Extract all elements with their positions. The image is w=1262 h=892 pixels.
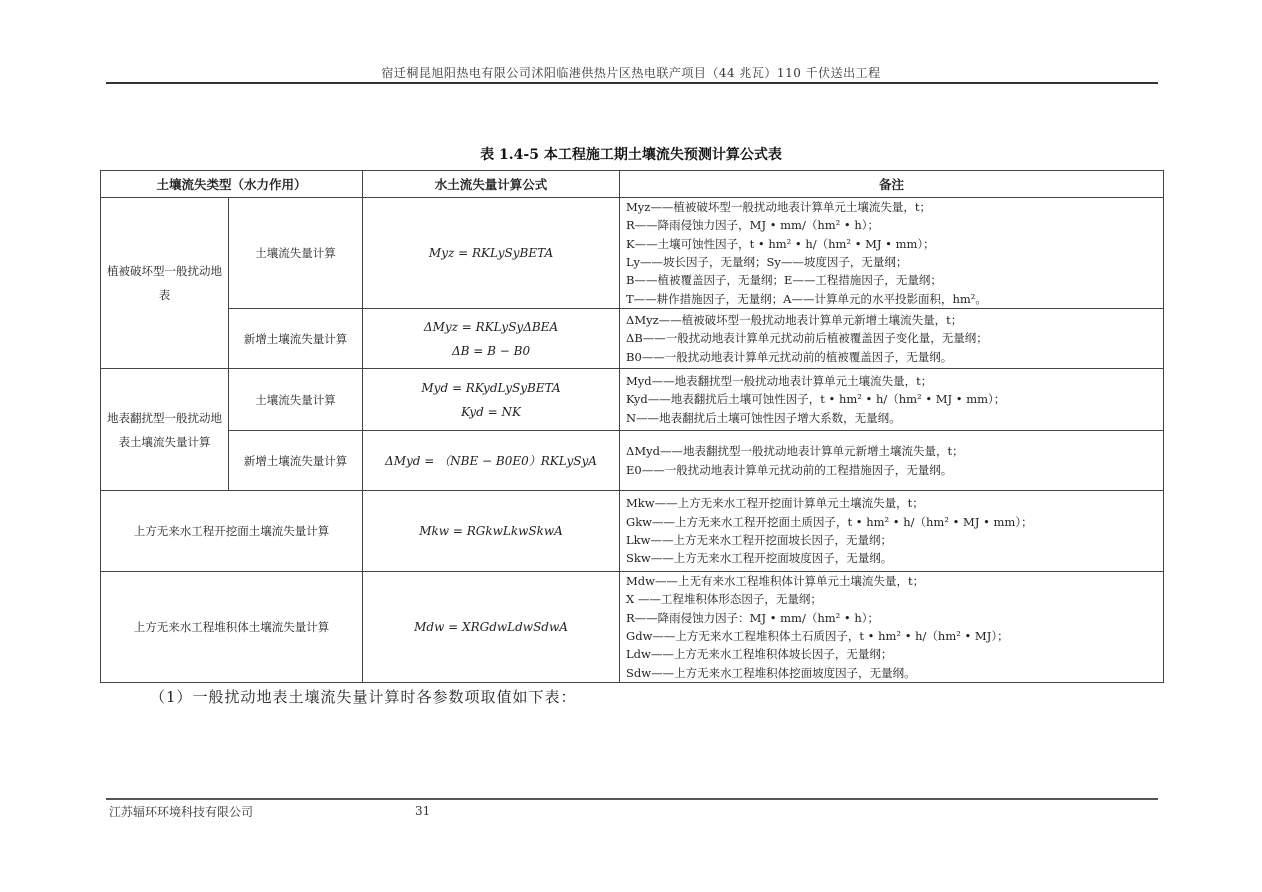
- note-line: R——降雨侵蚀力因子，MJ • mm/（hm² • h）；: [626, 218, 880, 233]
- table-row: [101, 198, 1164, 309]
- formula-line: ΔMyz = RKLySyΔBEA: [423, 319, 559, 334]
- note-line: N——地表翻扰后土壤可蚀性因子增大系数，无量纲。: [626, 410, 901, 425]
- note-line: Mkw——上方无来水工程开挖面计算单元土壤流失量，t；: [626, 496, 924, 511]
- note-line: K——土壤可蚀性因子，t • hm² • h/（hm² • MJ • mm）；: [626, 236, 935, 251]
- formula-cell: [363, 309, 620, 369]
- table-header-row: [101, 171, 1164, 198]
- note-line: ΔMyd——地表翻扰型一般扰动地表计算单元新增土壤流失量，t；: [626, 444, 964, 459]
- formula-line: ΔMyd = （NBE − B0E0）RKLySyA: [385, 453, 597, 468]
- table-row: [101, 491, 1164, 572]
- note-line: Skw——上方无来水工程开挖面坡度因子，无量纲。: [626, 551, 893, 566]
- page-number: 31: [415, 804, 431, 818]
- table-row: [101, 369, 1164, 431]
- notes-cell: [620, 369, 1164, 431]
- note-line: Sdw——上方无来水工程堆积体挖面坡度因子，无量纲。: [626, 665, 916, 680]
- group-type-cell: 植被破坏型一般扰动地表: [101, 198, 229, 369]
- notes-cell: [620, 572, 1164, 683]
- table-row: [101, 431, 1164, 491]
- header-rule: [106, 82, 1158, 84]
- column-header-type: 土壤流失类型（水力作用）: [101, 171, 363, 198]
- table-row: [101, 309, 1164, 369]
- note-line: Myd——地表翻扰型一般扰动地表计算单元土壤流失量，t；: [626, 374, 933, 389]
- note-line: Mdw——上无有来水工程堆积体计算单元土壤流失量，t；: [626, 574, 925, 589]
- note-line: Myz——植被破坏型一般扰动地表计算单元土壤流失量，t；: [626, 200, 931, 215]
- column-header-formula: 水土流失量计算公式: [363, 171, 620, 198]
- group-type-cell: 上方无来水工程堆积体土壤流失量计算: [101, 572, 363, 683]
- note-line: ΔMyz——植被破坏型一般扰动地表计算单元新增土壤流失量，t；: [626, 313, 963, 328]
- note-line: Gdw——上方无来水工程堆积体土石质因子，t • hm² • h/（hm² • MJ）；: [626, 629, 1009, 643]
- subtype-cell: 新增土壤流失量计算: [229, 431, 363, 491]
- note-line: B0——一般扰动地表计算单元扰动前的植被覆盖因子，无量纲。: [626, 349, 953, 364]
- note-line: X ——工程堆积体形态因子，无量纲；: [626, 592, 822, 607]
- note-line: E0——一般扰动地表计算单元扰动前的工程措施因子，无量纲。: [626, 462, 953, 477]
- column-header-notes: 备注: [620, 171, 1164, 198]
- formula-line: Kyd = NK: [461, 404, 521, 419]
- note-line: Ly——坡长因子，无量纲；Sy——坡度因子，无量纲；: [626, 255, 908, 269]
- note-line: Lkw——上方无来水工程开挖面坡长因子，无量纲；: [626, 533, 892, 547]
- formula-line: Mdw = XRGdwLdwSdwA: [414, 620, 568, 634]
- group-type-cell: 上方无来水工程开挖面土壤流失量计算: [101, 491, 363, 572]
- subtype-cell: 土壤流失量计算: [229, 369, 363, 431]
- notes-cell: [620, 431, 1164, 491]
- formula-line: Mkw = RGkwLkwSkwA: [419, 524, 563, 538]
- formula-line: ΔB = B − B0: [451, 343, 531, 358]
- footer-rule: [106, 798, 1158, 800]
- group-type-cell: 地表翻扰型一般扰动地表土壤流失量计算: [101, 369, 229, 491]
- table-row: [101, 572, 1164, 683]
- notes-cell: [620, 198, 1164, 309]
- note-line: Ldw——上方无来水工程堆积体坡长因子，无量纲；: [626, 647, 893, 662]
- note-line: ΔB——一般扰动地表计算单元扰动前后植被覆盖因子变化量，无量纲；: [626, 331, 988, 346]
- formula-table: [100, 170, 1164, 683]
- note-line: B——植被覆盖因子，无量纲；E——工程措施因子，无量纲；: [626, 273, 942, 288]
- subtype-cell: 新增土壤流失量计算: [229, 309, 363, 369]
- note-line: R——降雨侵蚀力因子：MJ • mm/（hm² • h）；: [626, 610, 880, 625]
- formula-line: Myz = RKLySyBETA: [428, 246, 554, 260]
- document-header: 宿迁桐昆旭阳热电有限公司沭阳临港供热片区热电联产项目（44 兆瓦）110 千伏送出工程: [381, 66, 881, 80]
- formula-cell: [363, 369, 620, 431]
- note-line: Kyd——地表翻扰后土壤可蚀性因子，t • hm² • h/（hm² • MJ • mm）；: [626, 392, 1006, 407]
- notes-cell: [620, 491, 1164, 572]
- formula-cell: [363, 431, 620, 491]
- table-title: 表 1.4-5 本工程施工期土壤流失预测计算公式表: [480, 147, 782, 163]
- footer-company: 江苏辐环环境科技有限公司: [109, 805, 254, 819]
- formula-cell: [363, 491, 620, 572]
- formula-line: Myd = RKydLySyBETA: [421, 380, 561, 395]
- subtype-cell: 土壤流失量计算: [229, 198, 363, 309]
- note-line: Gkw——上方无来水工程开挖面土质因子，t • hm² • h/（hm² • MJ • mm）；: [626, 514, 1033, 529]
- note-line: T——耕作措施因子，无量纲；A——计算单元的水平投影面积，hm²。: [626, 291, 987, 306]
- body-paragraph: （1）一般扰动地表土壤流失量计算时各参数项取值如下表：: [150, 688, 577, 706]
- notes-cell: [620, 309, 1164, 369]
- formula-cell: [363, 198, 620, 309]
- formula-cell: [363, 572, 620, 683]
